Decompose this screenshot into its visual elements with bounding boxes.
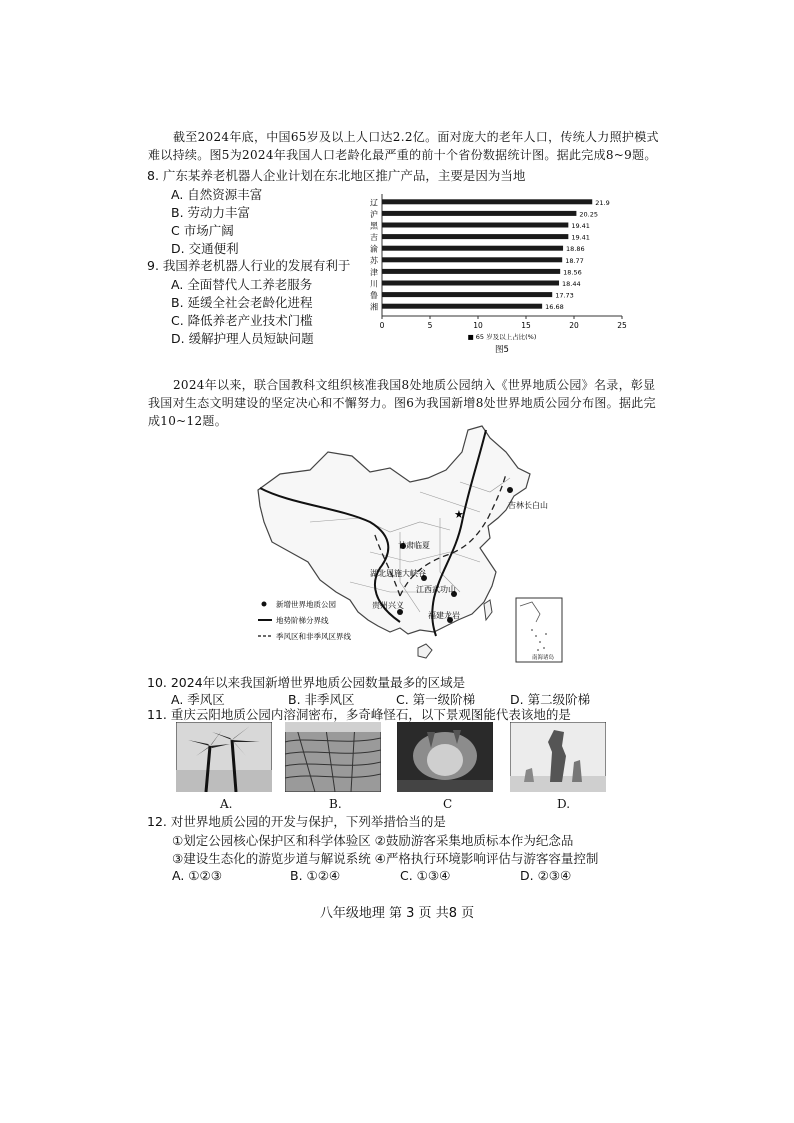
inset-label: 南海诸岛 [532,655,555,661]
label-gansu: 甘肃临夏 [398,541,430,550]
bar [382,281,559,286]
category-label: 黑 [370,221,378,231]
figure-5-chart [360,190,630,360]
label-fujian: 福建龙岩 [428,611,460,620]
bar [382,246,563,251]
figure-6-map [250,422,570,670]
question-8-stem: 8. 广东某养老机器人企业计划在东北地区推广产品，主要是因为当地 [147,168,526,183]
intro-paragraph-2: 2024年以来，联合国教科文组织核准我国8处地质公园纳入《世界地质公园》名录，彰显我国对生态文明建设的坚定决心和不懈努力。图6为我国新增8处世界地质公园分布图。据此完成10~12题。 [148,378,656,428]
value-label: 18.77 [565,256,584,265]
photo-a-palm-beach[interactable] [176,722,272,792]
value-label: 17.73 [555,291,574,300]
photo-b-field-landscape[interactable] [285,722,381,792]
capital-star-icon: ★ [454,508,464,521]
category-label: 辽 [370,198,378,208]
q9-option-a[interactable]: A. 全面替代人工养老服务 [171,277,313,292]
legend-step-line: 地势阶梯分界线 [276,616,329,625]
bar [382,223,568,228]
value-label: 16.68 [545,303,564,312]
q12-option-c[interactable]: C. ①③④ [400,868,451,883]
value-label: 18.86 [566,245,585,254]
photo-a-label: A. [220,797,233,811]
q8-option-a[interactable]: A. 自然资源丰富 [171,187,263,202]
taiwan-island [484,600,492,620]
bar [382,211,576,216]
value-label: 19.41 [571,222,590,230]
x-tick-label: 5 [427,321,433,330]
x-tick-label: 15 [521,321,531,330]
question-10-stem: 10. 2024年以来我国新增世界地质公园数量最多的区域是 [147,675,466,690]
intro-paragraph-1: 截至2024年底，中国65岁及以上人口达2.2亿。面对庞大的老年人口，传统人力照护模式难以持续。图5为2024年我国人口老龄化最严重的前十个省份数据统计图。据此完成8~9题。 [148,130,659,162]
q10-option-c[interactable]: C. 第一级阶梯 [396,692,476,707]
hainan-island [418,644,432,658]
q9-option-c[interactable]: C. 降低养老产业技术门槛 [171,313,313,328]
bar [382,292,552,297]
bar [382,199,592,204]
bar [382,269,560,274]
category-label: 湘 [370,302,378,312]
geopark-dot-jilin [507,487,513,493]
q12-option-b[interactable]: B. ①②④ [290,868,341,883]
q8-option-d[interactable]: D. 交通便利 [171,241,239,256]
category-label: 苏 [370,256,378,266]
photo-d-label: D. [557,797,571,811]
value-label: 21.9 [595,198,610,207]
category-label: 鲁 [370,291,378,301]
photo-c-karst-cave[interactable] [397,722,493,792]
category-label: 吉 [370,233,378,243]
legend-monsoon-line: 季风区和非季风区界线 [276,632,351,641]
q9-option-d[interactable]: D. 缓解护理人员短缺问题 [171,331,314,346]
photo-d-rock-pillar[interactable] [510,722,606,792]
q8-option-c[interactable]: C 市场广阔 [171,223,234,238]
page-footer: 八年级地理 第 3 页 共8 页 [319,906,475,921]
label-hubei: 湖北恩施大峡谷 [370,569,426,578]
q10-option-b[interactable]: B. 非季风区 [288,692,355,707]
value-label: 18.56 [563,268,582,277]
category-label: 渝 [370,244,378,254]
q9-option-b[interactable]: B. 延缓全社会老龄化进程 [171,295,313,310]
value-label: 18.44 [562,280,581,288]
label-jiangxi: 江西武功山 [416,585,456,594]
category-label: 沪 [370,209,378,219]
q12-option-d[interactable]: D. ②③④ [520,868,572,883]
value-label: 19.41 [571,233,590,242]
bar [382,257,562,262]
q10-option-a[interactable]: A. 季风区 [171,692,225,707]
photo-b-label: B. [329,797,342,811]
q12-statement-line-2: ③建设生态化的游览步道与解说系统 ④严格执行环境影响评估与游客容量控制 [172,851,599,866]
x-tick-label: 10 [473,321,483,330]
x-tick-label: 25 [617,321,627,330]
x-tick-label: 0 [379,321,385,330]
inset-box [516,598,562,662]
photo-c-label: C [443,797,453,811]
q8-option-b[interactable]: B. 劳动力丰富 [171,205,251,220]
question-12-stem: 12. 对世界地质公园的开发与保护，下列举措恰当的是 [147,814,446,829]
q12-option-a[interactable]: A. ①②③ [172,868,222,883]
category-label: 津 [370,267,378,277]
label-guizhou: 贵州兴义 [372,601,404,610]
legend-dot-icon [262,602,267,607]
chart-legend: ■ 65 岁及以上占比(%) [467,333,537,341]
legend-geopark: 新增世界地质公园 [276,600,336,609]
question-9-stem: 9. 我国养老机器人行业的发展有利于 [147,258,351,273]
x-tick-label: 20 [569,321,579,330]
q12-statement-line-1: ①划定公园核心保护区和科学体验区 ②鼓励游客采集地质标本作为纪念品 [172,833,574,848]
bar-chart [360,190,630,360]
china-map [250,422,570,670]
label-jilin: 吉林长白山 [508,501,548,510]
category-label: 川 [370,279,378,289]
question-11-stem: 11. 重庆云阳地质公园内溶洞密布，多奇峰怪石，以下景观图能代表该地的是 [147,707,571,722]
q10-option-d[interactable]: D. 第二级阶梯 [510,692,591,707]
bar [382,304,542,309]
value-label: 20.25 [579,210,599,219]
bar [382,234,568,239]
chart-caption: 图5 [495,345,509,355]
